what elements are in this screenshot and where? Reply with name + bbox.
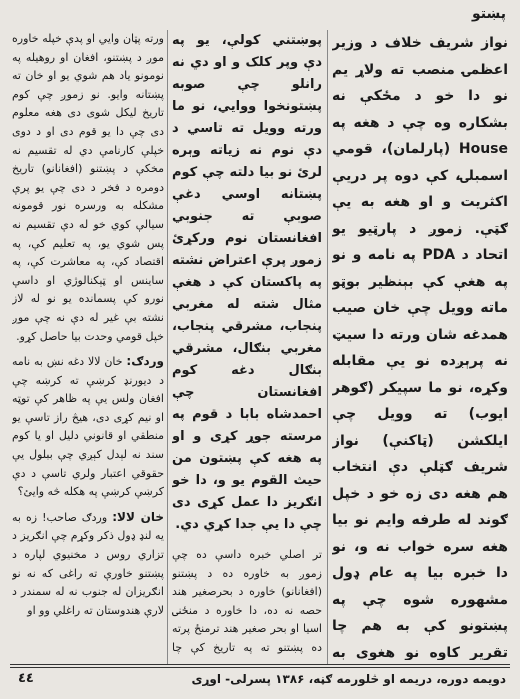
column-middle [172,30,322,660]
column-right [332,30,508,660]
page-number: ٤٤ [18,671,34,686]
paragraph-text: خان لالا دغه نښ به نامه د ديورنډ کرښې ته کرښه چې افغان ولس يې په ظاهر کې توټه او نيم کړی دی، هيڅ راز تاسې يو منطقي او قانوني دليل او يا کوم سند نه لېدل کېږي چې ببلول يې حقوقي اعتبار ولري تاسې د دې کرښې کرښې په هکله څه وايئ؟ [12,355,164,499]
speaker-label: خان لالا: [112,509,164,524]
column-right-text: نواز شريف خلاف د وزير اعظمۍ منصب ته ولاړ يم نو دا خو د مځکې نه بشکاره وه چې د هغه په House (پارلمان)، قومي اسمبلۍ، کې دوه پر دريې اکثريت و او هغه به يې ګټې. زموږ د پارټيو يو اتحاد د PDA په نامه و نو په هغې کې بېنظير بوټو ماته وويل چې خان صيب همدغه شان ورته دا سيټ نه پرېږده نو يې مقابله وکړه، نو ما سپيکر (ګوهر ايوب) ته وويل چې ايلکشن (ټاکنې) نواز شريف ګټلې دې انتخاب هم هغه دی زه خو د خپل ګوند له طرفه وايم نو بيا هغه سره خواب نه و، نو دا خبره بيا په عام ډول مشهوره شوه چې په پښتونو کې به هم چا تقرير کاوه نو هغوی به [332,35,508,660]
footer-divider [10,664,510,665]
column-divider [327,30,328,664]
footer-divider [10,667,510,668]
paragraph-text: وردګ صاحب! زه به يه لنډ ډول ذکر وکړم چې انګريز د تزاري روس د مخنيوي لپاره د پښتنو خاورې ته راغی که نه نو انګريزان له جنوب نه له سمندر د لارې هندوستان ته راغلي وو او [12,510,164,617]
column-divider [167,30,168,664]
column-left-paragraph: ورته پټان وايي او پدې خپله خاوره موږ د پښتنو، افغان او روهيله په نومونو ياد هم شوي يو او خان ته پښتانه وايو. نو زموږ چې کوم تاريخ ليکل شوی دی هغه معلوم دی چې دا يو قوم دی او د دوی خپلې کارنامې دي له تقسيم نه مخکې د پښتنو (افغانانو) تاريخ دومره د فخر د دی چې يو پرې مشکله به ورسره نور قومونه سيالې کوي خو له دې تقسيم نه پس شوي يو، په تعليم کې، په اقتصاد کې، په معاشرت کې، په ساينس او ټېکنالوژي او داسې نورو کې پسمانده يو نو له لاز نشته بې غير له دې نه چې موږ خپل قومي وحدت بيا حاصل کړو. [12,32,164,343]
issue-info: دويمه دوره، دريمه او څلورمه ګڼه، ۱۳۸۶ پسرلی- اوړی [191,672,506,686]
running-head: پښتو [472,6,506,22]
column-middle-bold-text: پوښتني کولې، يو په دې وپر کلک و او دي نه رانلو چې صوبه پښتونخوا ووايي، نو ما ورته وويل ته تاسي د دې نوم نه زياته وېره لرئ نو بيا دلته چې کوم پښتانه اوسي دغې صوبې ته جنوبي افغانستان نوم ورکړئ زموږ پرې اعتراض نشته په پاکستان کې د هغې مثال شته له مغربي پنجاب، مشرقي پنجاب، مغربي بنګال، مشرقي بنګال دغه کوم افغانستان چې احمدشاه بابا د قوم په مرسته جوړ کړی و او په هغه کې پښتون من حيث القوم يو و، دا خو انګريز دا عمل کړی دی چې دا يې جدا کړي دي. [172,33,322,532]
column-left-paragraph [12,352,164,502]
speaker-label: وردګ: [126,354,164,369]
column-left-paragraph [12,508,164,621]
column-middle-text: تر اصلي خبره داسې ده چې زموږ به خاوره ده د پښتنو (افغانانو) خاوره د بحرصغير هند حصه نه ده، دا خاوره د منځنۍ اسيا او بحر صغير هند ترمنځ پرته ده پښتنو ته په تاريخ کې چا [172,548,322,654]
column-left [12,30,164,660]
